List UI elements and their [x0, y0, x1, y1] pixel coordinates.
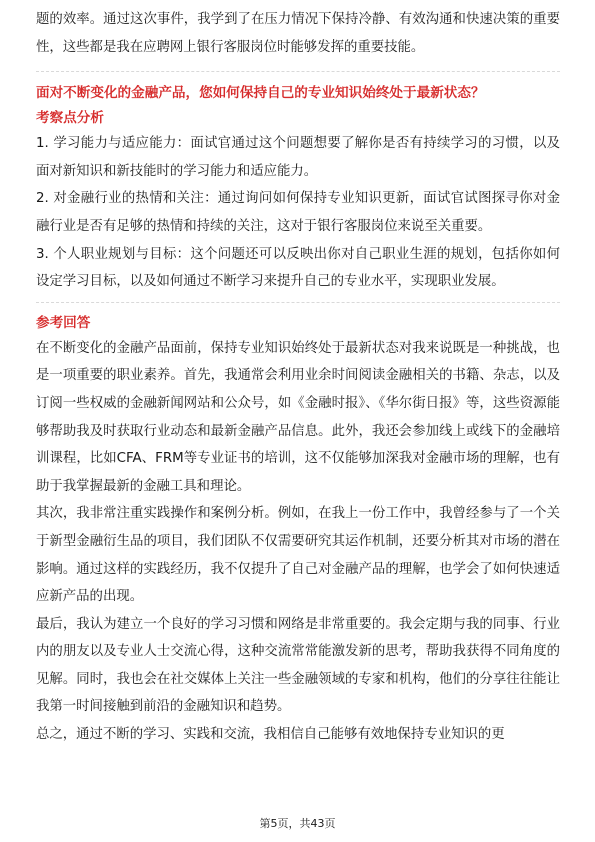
analysis-point: 1. 学习能力与适应能力：面试官通过这个问题想要了解你是否有持续学习的习惯，以及面对新知识和新技能时的学习能力和适应能力。 — [36, 136, 560, 179]
page-number-footer: 第5页，共43页 — [259, 817, 336, 830]
answer-paragraph: 总之，通过不断的学习、实践和交流，我相信自己能够有效地保持专业知识的更 — [36, 727, 505, 743]
intro-paragraph: 题的效率。通过这次事件，我学到了在压力情况下保持冷静、有效沟通和快速决策的重要性，这些都是我在应聘网上银行客服岗位时能够发挥的重要技能。 — [36, 12, 560, 55]
analysis-point: 2. 对金融行业的热情和关注：通过询问如何保持专业知识更新，面试官试图探寻你对金融行业是否有足够的热情和持续的关注，这对于银行客服岗位来说至关重要。 — [36, 191, 560, 234]
document-page — [36, 6, 560, 749]
answer-heading: 参考回答 — [36, 302, 560, 335]
question-title: 面对不断变化的金融产品，您如何保持自己的专业知识始终处于最新状态？ — [36, 71, 560, 106]
analysis-heading: 考察点分析 — [36, 110, 104, 127]
answer-paragraph: 最后，我认为建立一个良好的学习习惯和网络是非常重要的。我会定期与我的同事、行业内的朋友以及专业人士交流心得，这种交流常常能激发新的思考，帮助我获得不同角度的见解。同时，我也会在社交媒体上关注一些金融领域的专家和机构，他们的分享往往能让我第一时间接触到前沿的金融知识和趋势。 — [36, 616, 560, 715]
answer-paragraph: 在不断变化的金融产品面前，保持专业知识始终处于最新状态对我来说既是一种挑战，也是一项重要的职业素养。首先，我通常会利用业余时间阅读金融相关的书籍、杂志，以及订阅一些权威的金融新闻网站和公众号，如《金融时报》、《华尔街日报》等，这些资源能够帮助我及时获取行业动态和最新金融产品信息。此外，我还会参加线上或线下的金融培训课程，比如CFA、FRM等专业证书的培训，这不仅能够加深我对金融市场的理解，也有助于我掌握最新的金融工具和理论。 — [36, 340, 560, 494]
analysis-point: 3. 个人职业规划与目标：这个问题还可以反映出你对自己职业生涯的规划，包括你如何设定学习目标，以及如何通过不断学习来提升自己的专业水平，实现职业发展。 — [36, 246, 560, 290]
answer-paragraph: 其次，我非常注重实践操作和案例分析。例如，在我上一份工作中，我曾经参与了一个关于新型金融衍生品的项目，我们团队不仅需要研究其运作机制，还要分析其对市场的潜在影响。通过这样的实践经历，我不仅提升了自己对金融产品的理解，也学会了如何快速适应新产品的出现。 — [36, 506, 560, 605]
